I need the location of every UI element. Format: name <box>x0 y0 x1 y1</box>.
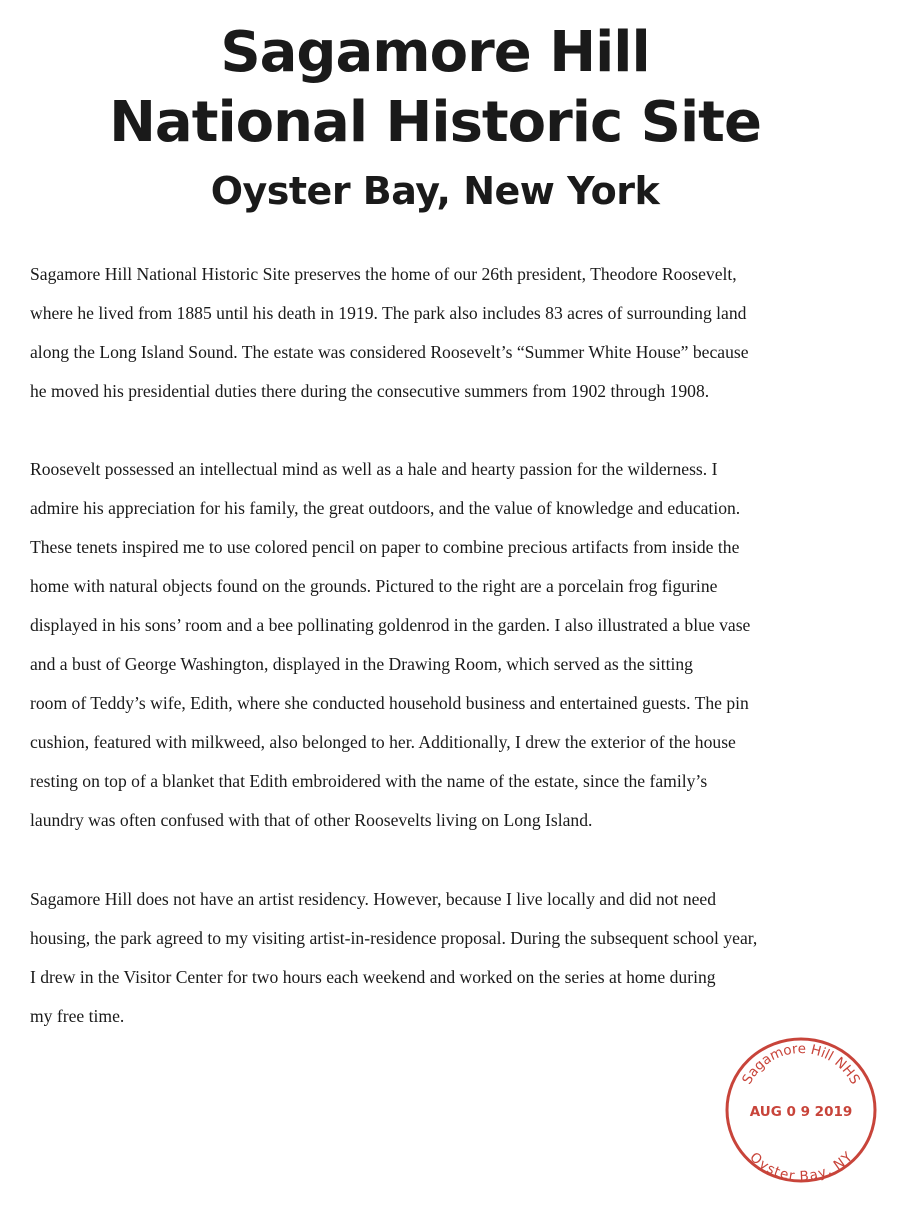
stamp-bottom-text: Oyster Bay, NY <box>746 1149 856 1185</box>
page-title-line-2: National Historic Site <box>109 90 761 155</box>
page-subtitle: Oyster Bay, New York <box>210 169 660 213</box>
stamp-date: AUG 0 9 2019 <box>749 1104 853 1120</box>
stamp-top-text: Sagamore Hill NHS <box>739 1040 863 1088</box>
paragraph-residency: Sagamore Hill does not have an artist residency. However, because I live locally and did not need housing, the park agreed to my visiting artist-in-residence proposal. During the subsequent school year, I drew in the Visitor Center for two hours each weekend and worked on the series at home during my free time. <box>30 889 758 1026</box>
paragraph-intro: Sagamore Hill National Historic Site preserves the home of our 26th president, Theodore Roosevelt, where he lived from 1885 until his death in 1919. The park also includes 83 acres of surrounding land along the Long Island Sound. The estate was considered Roosevelt’s “Summer White House” because he moved his presidential duties there during the consecutive summers from 1902 through 1908. <box>30 264 749 401</box>
park-passport-stamp <box>722 1035 880 1185</box>
page-title-line-1: Sagamore Hill <box>220 20 650 85</box>
stamp-graphic <box>722 1035 880 1185</box>
paragraph-artwork: Roosevelt possessed an intellectual mind as well as a hale and hearty passion for the wilderness. I admire his appreciation for his family, the great outdoors, and the value of knowledge and education. These tenets inspired me to use colored pencil on paper to combine precious artifacts from inside the home with natural objects found on the grounds. Pictured to the right are a porcelain frog figurine displayed in his sons’ room and a bee pollinating goldenrod in the garden. I also illustrated a blue vase and a bust of George Washington, displayed in the Drawing Room, which served as the sitting room of Teddy’s wife, Edith, where she conducted household business and entertained guests. The pin cushion, featured with milkweed, also belonged to her. Additionally, I drew the exterior of the house resting on top of a blanket that Edith embroidered with the name of the estate, since the family’s laundry was often confused with that of other Roosevelts living on Long Island. <box>30 459 751 830</box>
